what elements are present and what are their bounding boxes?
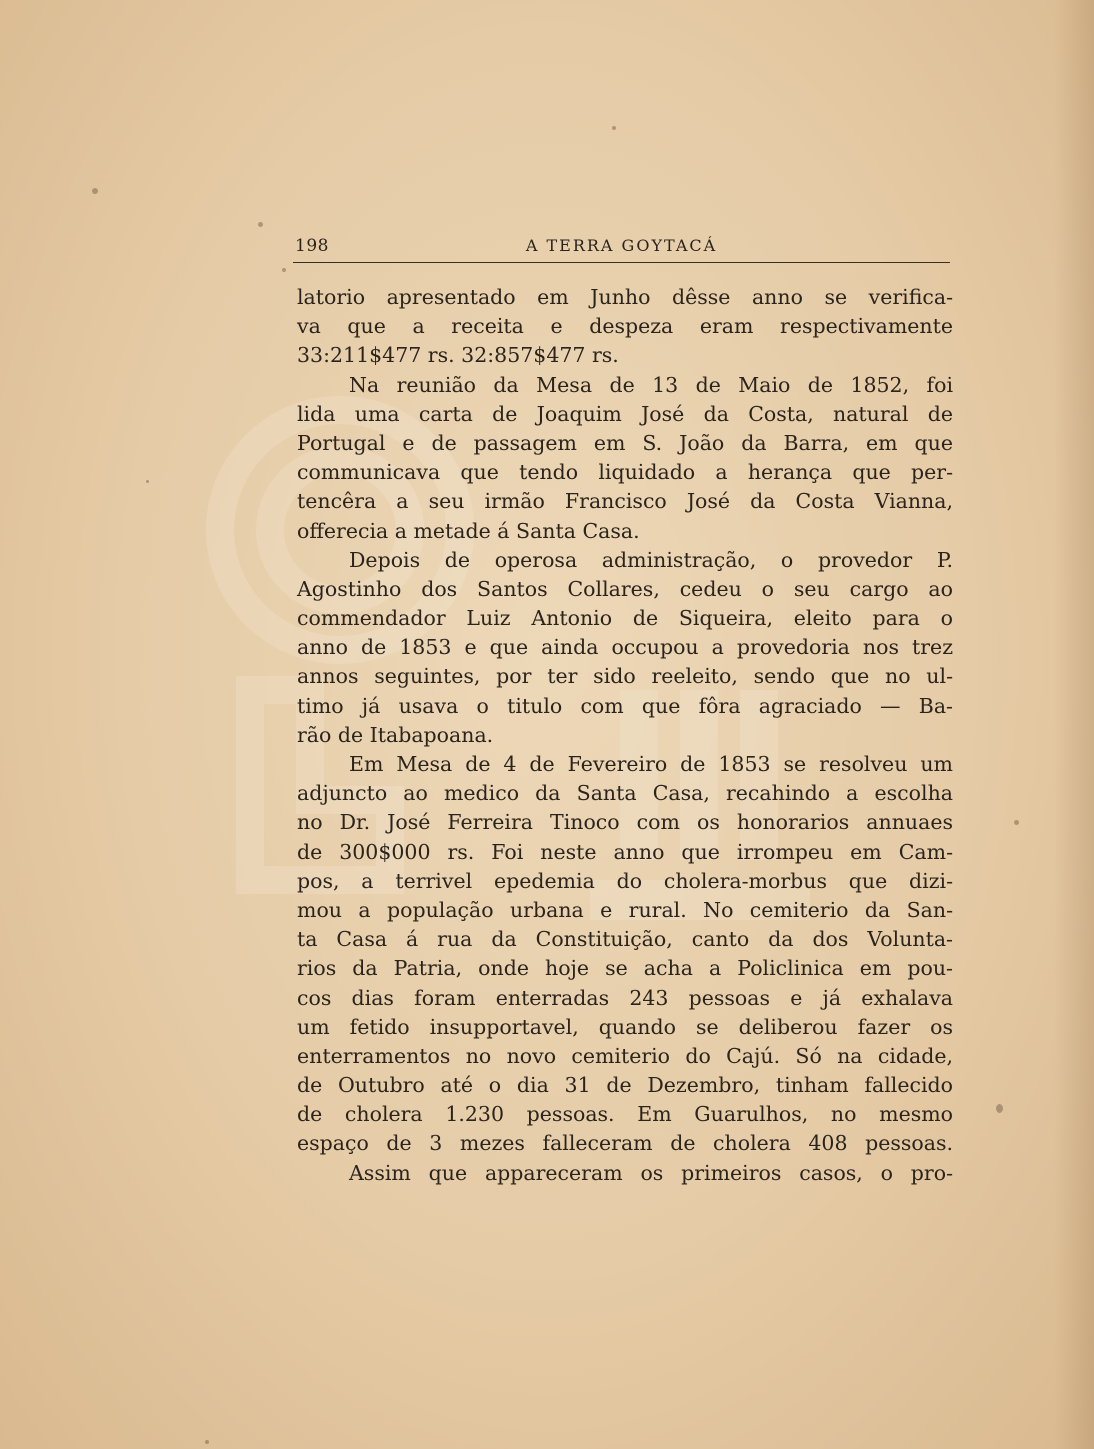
paper-speck [1014, 820, 1019, 825]
text-line: cos dias foram enterradas 243 pessoas e já exhalava [297, 985, 953, 1010]
text-line: de Outubro até o dia 31 de Dezembro, tinham fallecido [297, 1073, 953, 1098]
text-line: timo já usava o titulo com que fôra agraciado — Ba- [297, 693, 953, 718]
text-line: 33:211$477 rs. 32:857$477 rs. [297, 343, 619, 368]
text-line: rios da Patria, onde hoje se acha a Policlinica em pou- [297, 956, 953, 981]
body-text [297, 283, 953, 1188]
text-line: um fetido insupportavel, quando se deliberou fazer os [297, 1014, 953, 1039]
running-title: A TERRA GOYTACÁ [525, 236, 718, 255]
text-line: mou a população urbana e rural. No cemiterio da San- [297, 897, 953, 922]
text-line: offerecia a metade á Santa Casa. [297, 518, 640, 543]
text-line: Agostinho dos Santos Collares, cedeu o seu cargo ao [297, 576, 953, 601]
text-line: Na reunião da Mesa de 13 de Maio de 1852, foi [349, 372, 953, 397]
paper-speck [258, 222, 263, 227]
text-line: rão de Itabapoana. [297, 722, 494, 747]
text-line: Em Mesa de 4 de Fevereiro de 1853 se resolveu um [349, 752, 953, 776]
text-line: espaço de 3 mezes falleceram de cholera 408 pessoas. [297, 1131, 953, 1156]
text-line: adjuncto ao medico da Santa Casa, recahindo a escolha [297, 781, 953, 806]
page-edge-shadow [1054, 0, 1094, 1449]
paper-speck [282, 268, 286, 272]
text-line: enterramentos no novo cemiterio do Cajú. Só na cidade, [297, 1043, 953, 1068]
text-line: anno de 1853 e que ainda occupou a provedoria nos trez [297, 635, 953, 660]
paper-speck [612, 126, 616, 130]
text-line: no Dr. José Ferreira Tinoco com os honorarios annuaes [297, 810, 953, 835]
text-line: va que a receita e despeza eram respectivamente [297, 314, 953, 339]
text-line: ta Casa á rua da Constituição, canto da dos Volunta- [297, 927, 953, 952]
text-line: de cholera 1.230 pessoas. Em Guarulhos, no mesmo [297, 1102, 953, 1127]
text-line: pos, a terrivel epedemia do cholera-morbus que dizi- [297, 868, 953, 893]
paper-speck [146, 480, 149, 483]
text-line: lida uma carta de Joaquim José da Costa, natural de [297, 401, 953, 426]
text-line: de 300$000 rs. Foi neste anno que irrompeu em Cam- [297, 839, 953, 864]
text-line: annos seguintes, por ter sido reeleito, sendo que no ul- [297, 664, 953, 689]
text-line: Portugal e de passagem em S. João da Barra, em que [297, 430, 953, 455]
text-line: Assim que appareceram os primeiros casos, o pro- [349, 1160, 953, 1185]
page-number: 198 [295, 236, 329, 256]
text-line: communicava que tendo liquidado a herança que per- [297, 460, 953, 485]
paper-speck [205, 1440, 209, 1444]
text-line: commendador Luiz Antonio de Siqueira, eleito para o [297, 606, 953, 631]
page-header [293, 236, 950, 263]
text-line: Depois de operosa administração, o provedor P. [349, 547, 953, 572]
paper-speck [996, 1104, 1003, 1113]
text-line: tencêra a seu irmão Francisco José da Costa Vianna, [297, 489, 953, 514]
paper-speck [92, 188, 98, 194]
text-line: latorio apresentado em Junho dêsse anno se verifica- [297, 285, 953, 309]
